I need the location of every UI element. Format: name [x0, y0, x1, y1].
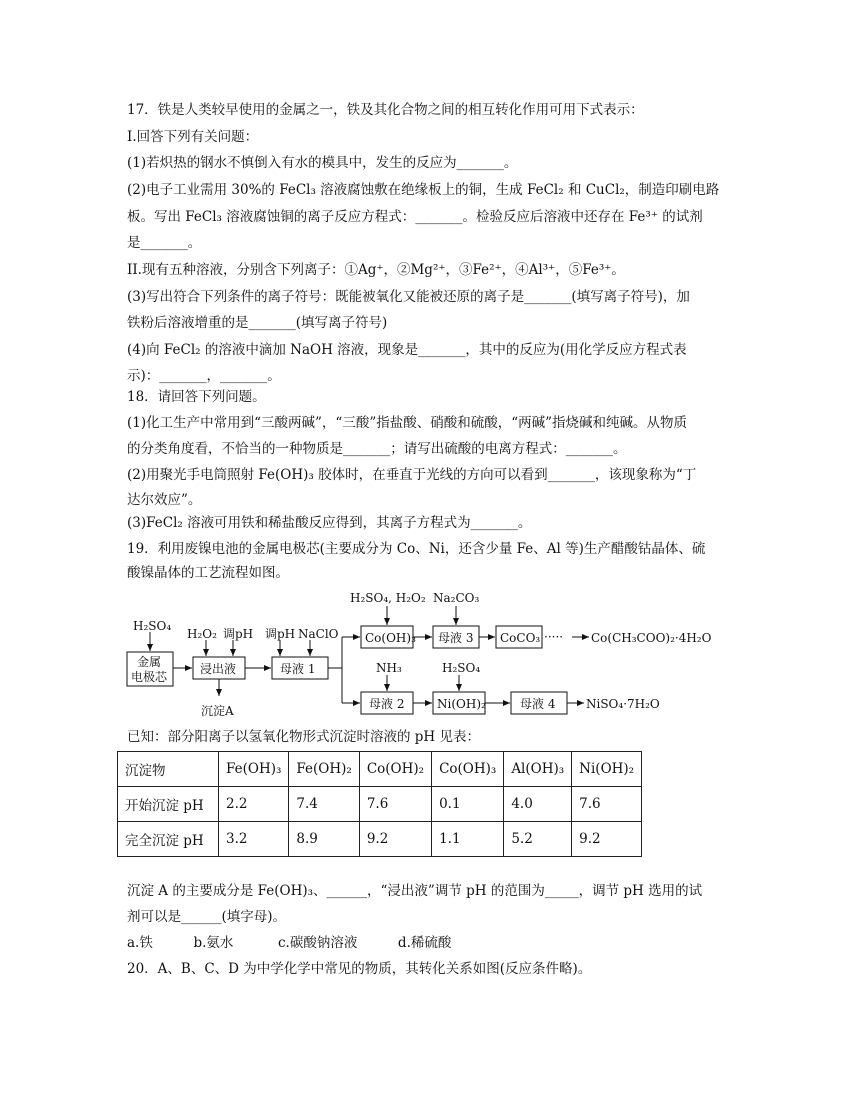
q17-s1: (1)若炽热的钢水不慎倒入有水的模具中，发生的反应为_______。 — [127, 155, 518, 171]
q18-s1b: 的分类角度看，不恰当的一种物质是_______；请写出硫酸的电离方程式：_______。 — [127, 441, 627, 457]
process-flow-diagram — [120, 588, 740, 720]
table-cell: 7.4 — [289, 787, 359, 822]
table-cell: 4.0 — [504, 787, 572, 822]
q17-s2a: (2)电子工业需用 30%的 FeCl₃ 溶液腐蚀敷在绝缘板上的铜，生成 FeCl₂ 和 CuCl₂，制造印刷电路 — [127, 182, 720, 198]
label-naclo: NaClO — [298, 627, 339, 641]
table-cell: 1.1 — [432, 822, 504, 857]
table-header-row — [118, 752, 642, 787]
label-adjust-ph-1: 调pH — [223, 627, 254, 641]
table-cell: 7.6 — [572, 787, 642, 822]
q18-s2b: 达尔效应”。 — [127, 492, 202, 508]
label-mother3: 母液 3 — [438, 631, 474, 645]
table-row — [118, 787, 642, 822]
label-na2co3: Na₂CO₃ — [433, 591, 480, 605]
table-cell: 8.9 — [289, 822, 359, 857]
label-mother4: 母液 4 — [520, 697, 556, 711]
label-dots: ····· — [544, 630, 564, 644]
label-electrode-1: 金属 — [137, 655, 162, 669]
q18-s1a: (1)化工生产中常用到“三酸两碱”，“三酸”指盐酸、硝酸和硫酸，“两碱”指烧碱和纯碱。从物质 — [127, 415, 688, 431]
q18-s3: (3)FeCl₂ 溶液可用铁和稀盐酸反应得到，其离子方程式为_______。 — [127, 515, 532, 531]
q17-title: 17．铁是人类较早使用的金属之一，铁及其化合物之间的相互转化作用可用下式表示： — [127, 102, 644, 118]
label-mother1: 母液 1 — [280, 662, 316, 676]
q18-s2a: (2)用聚光手电筒照射 Fe(OH)₃ 胶体时，在垂直于光线的方向可以看到_______，该现象称为“丁 — [127, 467, 697, 483]
label-niso4: NiSO₄·7H₂O — [586, 697, 660, 711]
q19-known: 已知：部分阳离子以氢氧化物形式沉淀时溶液的 pH 见表： — [127, 729, 480, 745]
option-a: a.铁 — [127, 935, 153, 951]
table-cell: Fe(OH)₂ — [289, 752, 359, 787]
table-cell: 9.2 — [572, 822, 642, 857]
table-cell: Al(OH)₃ — [504, 752, 572, 787]
q17-part1: I.回答下列有关问题： — [127, 129, 259, 145]
label-h2so4: H₂SO₄ — [133, 619, 172, 633]
option-c: c.碳酸钠溶液 — [277, 935, 358, 951]
q19-title-a: 19．利用废镍电池的金属电极芯(主要成分为 Co、Ni，还含少量 Fe、Al 等)生产醋酸钴晶体、硫 — [127, 541, 706, 557]
option-d: d.稀硫酸 — [397, 935, 452, 951]
q19-title-b: 酸镍晶体的工艺流程如图。 — [127, 565, 289, 581]
q19-s1a: 沉淀 A 的主要成分是 Fe(OH)₃、______，“浸出液”调节 pH 的范围为_____，调节 pH 选用的试 — [127, 883, 703, 899]
table-cell: 0.1 — [432, 787, 504, 822]
label-electrode-2: 电极芯 — [131, 670, 168, 684]
label-precip-a: 沉淀A — [201, 704, 234, 718]
label-nh3: NH₃ — [376, 661, 402, 675]
label-h2so4-h2o2: H₂SO₄, H₂O₂ — [350, 591, 426, 605]
label-h2o2: H₂O₂ — [187, 627, 217, 641]
table-cell: 5.2 — [504, 822, 572, 857]
table-cell: 沉淀物 — [118, 752, 219, 787]
table-cell: 2.2 — [219, 787, 289, 822]
label-co-acetate: Co(CH₃COO)₂·4H₂O — [591, 631, 712, 645]
table-cell: Fe(OH)₃ — [219, 752, 289, 787]
q19-s1b: 剂可以是______(填字母)。 — [127, 909, 287, 925]
label-co-oh3: Co(OH)₃ — [365, 631, 416, 645]
q17-s3a: (3)写出符合下列条件的离子符号：既能被氧化又能被还原的离子是_______(填写离子符号)，加 — [127, 289, 690, 305]
q17-part2: II.现有五种溶液，分别含下列离子：①Ag⁺，②Mg²⁺，③Fe²⁺，④Al³⁺，⑤Fe³⁺。 — [127, 262, 625, 278]
table-cell: Co(OH)₂ — [359, 752, 431, 787]
label-adjust-ph-2: 调pH — [265, 627, 296, 641]
label-h2so4-2: H₂SO₄ — [442, 661, 481, 675]
table-cell: 9.2 — [359, 822, 431, 857]
table-cell: Co(OH)₃ — [432, 752, 504, 787]
q17-s2c: 是_______。 — [127, 235, 202, 251]
table-cell: Ni(OH)₂ — [572, 752, 642, 787]
table-row — [118, 822, 642, 857]
q17-s4b: 示)：_______，_______。 — [127, 368, 281, 384]
q18-title: 18．请回答下列问题。 — [127, 389, 266, 405]
label-ni-oh2: Ni(OH)₂ — [437, 697, 486, 711]
table-cell: 3.2 — [219, 822, 289, 857]
option-b: b.氨水 — [193, 935, 234, 951]
table-cell: 7.6 — [359, 787, 431, 822]
q17-s4a: (4)向 FeCl₂ 的溶液中滴加 NaOH 溶液，现象是_______，其中的反应为(用化学反应方程式表 — [127, 342, 687, 358]
q19-options — [127, 934, 451, 952]
q17-s3b: 铁粉后溶液增重的是_______(填写离子符号) — [127, 315, 388, 331]
label-leach: 浸出液 — [200, 662, 237, 676]
table-cell: 开始沉淀 pH — [118, 787, 219, 822]
ph-table — [117, 751, 642, 857]
label-coco3: CoCO₃ — [500, 631, 541, 645]
table-cell: 完全沉淀 pH — [118, 822, 219, 857]
label-mother2: 母液 2 — [369, 697, 405, 711]
q20-title: 20．A、B、C、D 为中学化学中常见的物质，其转化关系如图(反应条件略)。 — [127, 961, 592, 977]
q17-s2b: 板。写出 FeCl₃ 溶液腐蚀铜的离子反应方程式：_______。检验反应后溶液中还存在 Fe³⁺ 的试剂 — [127, 209, 703, 225]
